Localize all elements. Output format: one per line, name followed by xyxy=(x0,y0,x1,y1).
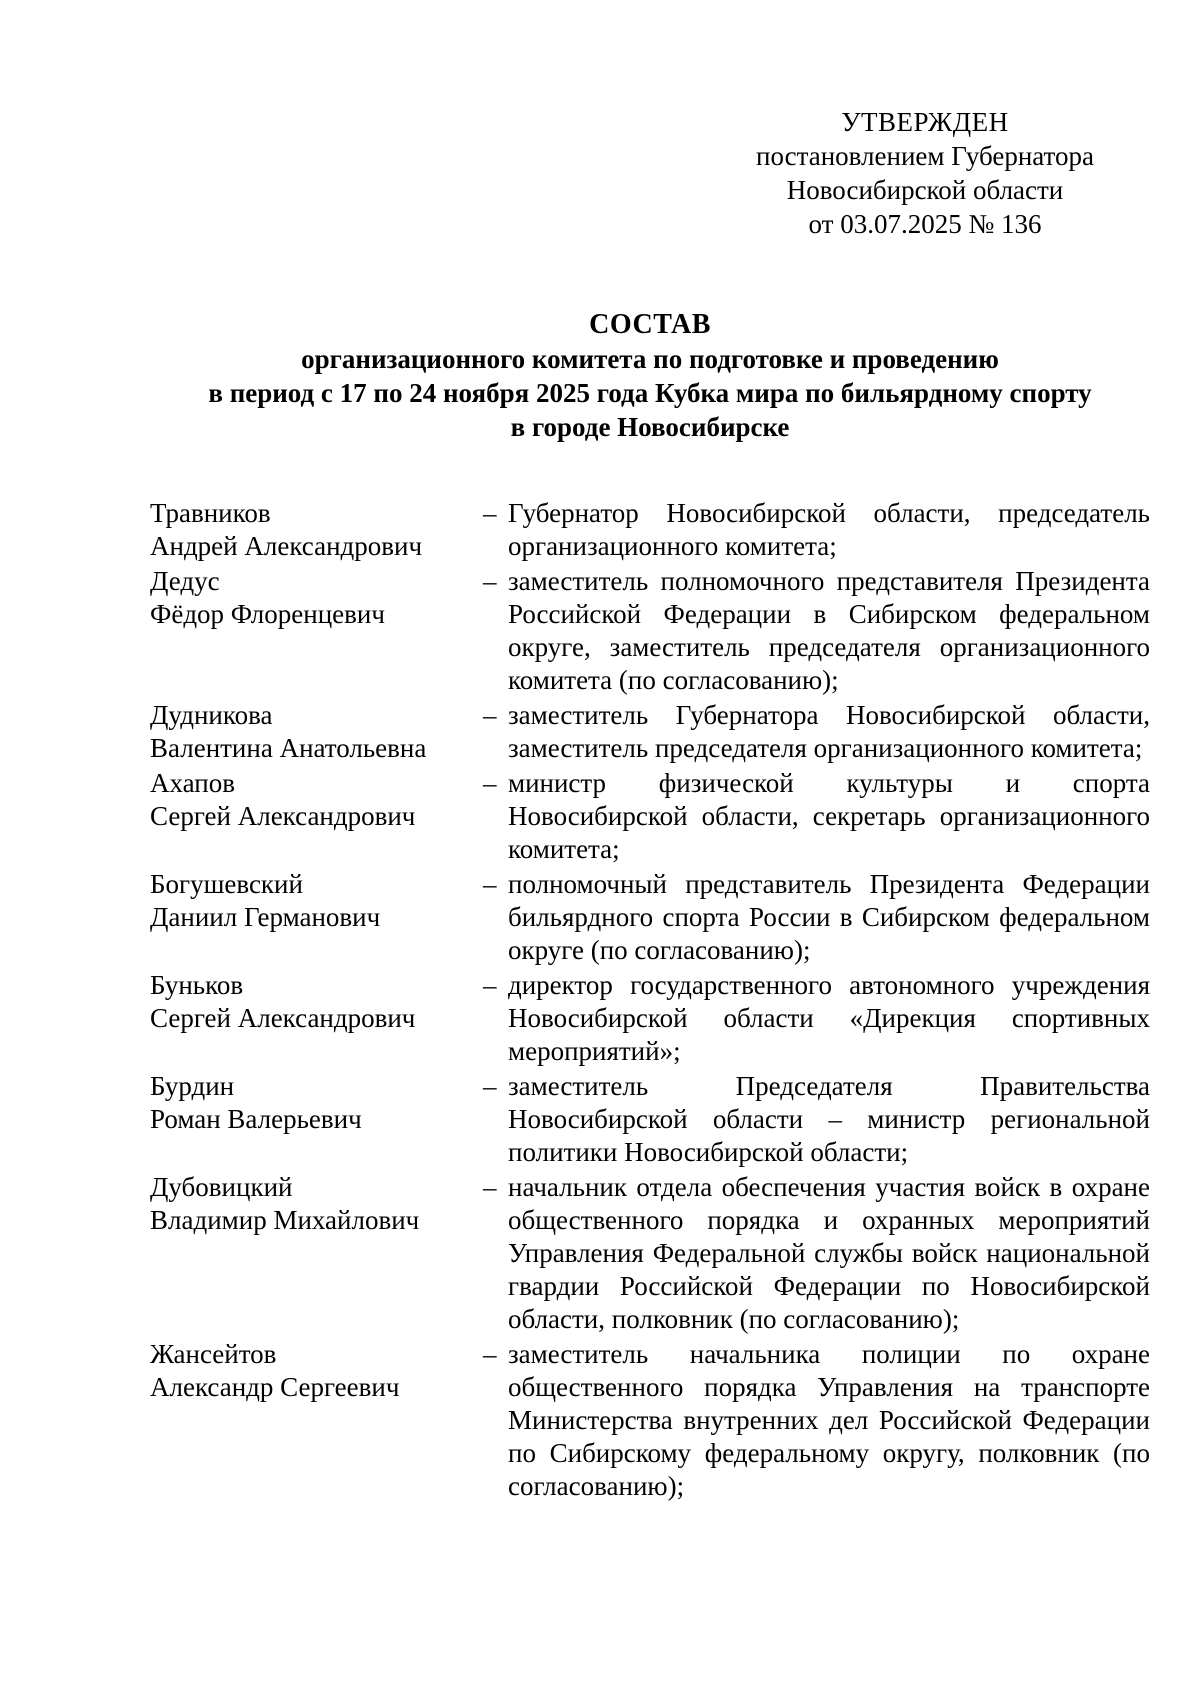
member-role: заместитель полномочного представителя Президента Российской Федерации в Сибирском федеральном округе, заместитель председателя организационного комитета (по согласованию); xyxy=(508,566,1150,695)
member-dash: – xyxy=(483,700,497,730)
member-dash: – xyxy=(483,1339,497,1369)
document-title: СОСТАВ xyxy=(589,309,711,340)
member-name xyxy=(150,699,483,765)
member-entry xyxy=(150,1338,1150,1503)
member-entry xyxy=(150,497,1150,563)
member-entry xyxy=(150,767,1150,866)
member-role: заместитель Губернатора Новосибирской области, заместитель председателя организационного комитета; xyxy=(508,700,1150,763)
member-given-names: Даниил Германович xyxy=(150,902,381,932)
member-surname: Дубовицкий xyxy=(150,1172,293,1202)
member-given-names: Фёдор Флоренцевич xyxy=(150,599,385,629)
member-role: Губернатор Новосибирской области, председатель организационного комитета; xyxy=(508,498,1150,561)
member-given-names: Сергей Александрович xyxy=(150,801,416,831)
member-surname: Дедус xyxy=(150,566,220,596)
member-surname: Жансейтов xyxy=(150,1339,277,1369)
member-name xyxy=(150,1338,483,1503)
member-entry xyxy=(150,699,1150,765)
member-given-names: Сергей Александрович xyxy=(150,1003,416,1033)
member-role: заместитель Председателя Правительства Новосибирской области – министр региональной политики Новосибирской области; xyxy=(508,1071,1150,1167)
member-role: заместитель начальника полиции по охране общественного порядка Управления на транспорте Министерства внутренних дел Российской Федерации по Сибирскому федеральному округу, полковник (по согласованию); xyxy=(508,1339,1150,1501)
member-name xyxy=(150,767,483,866)
members-list xyxy=(150,497,1150,1505)
heading-line-2: в период с 17 по 24 ноября 2025 года Кубка мира по бильярдному спорту xyxy=(208,378,1092,408)
member-dash: – xyxy=(483,498,497,528)
member-given-names: Роман Валерьевич xyxy=(150,1104,362,1134)
member-given-names: Александр Сергеевич xyxy=(150,1372,400,1402)
member-dash: – xyxy=(483,1071,497,1101)
member-role: начальник отдела обеспечения участия войск в охране общественного порядка и охранных мероприятий Управления Федеральной службы войск национальной гвардии Российской Федерации по Новосибирской области, полковник (по согласованию); xyxy=(508,1172,1150,1334)
approval-title: УТВЕРЖДЕН xyxy=(841,107,1009,137)
member-dash: – xyxy=(483,768,497,798)
member-dash: – xyxy=(483,869,497,899)
member-name xyxy=(150,1171,483,1336)
member-name xyxy=(150,868,483,967)
member-entry xyxy=(150,1070,1150,1169)
member-dash: – xyxy=(483,970,497,1000)
member-dash: – xyxy=(483,566,497,596)
member-surname: Богушевский xyxy=(150,869,303,899)
member-surname: Буньков xyxy=(150,970,244,1000)
member-name xyxy=(150,1070,483,1169)
heading-line-1: организационного комитета по подготовке и проведению xyxy=(301,344,999,374)
member-role: министр физической культуры и спорта Новосибирской области, секретарь организационного комитета; xyxy=(508,768,1150,864)
document-heading xyxy=(140,308,1160,444)
member-given-names: Владимир Михайлович xyxy=(150,1205,420,1235)
member-surname: Дудникова xyxy=(150,700,273,730)
approval-line-date-number: от 03.07.2025 № 136 xyxy=(808,209,1042,239)
member-name xyxy=(150,497,483,563)
heading-line-3: в городе Новосибирске xyxy=(510,412,790,442)
member-role: директор государственного автономного учреждения Новосибирской области «Дирекция спортивных мероприятий»; xyxy=(508,970,1150,1066)
approval-block xyxy=(700,105,1150,241)
approval-line-region: Новосибирской области xyxy=(786,175,1064,205)
member-given-names: Валентина Анатольевна xyxy=(150,733,427,763)
member-name xyxy=(150,969,483,1068)
member-surname: Травников xyxy=(150,498,271,528)
member-role: полномочный представитель Президента Федерации бильярдного спорта России в Сибирском федеральном округе (по согласованию); xyxy=(508,869,1150,965)
approval-line-resolution: постановлением Губернатора xyxy=(756,141,1094,171)
member-surname: Бурдин xyxy=(150,1071,235,1101)
member-entry xyxy=(150,1171,1150,1336)
member-dash: – xyxy=(483,1172,497,1202)
member-surname: Ахапов xyxy=(150,768,235,798)
member-entry xyxy=(150,868,1150,967)
member-entry xyxy=(150,969,1150,1068)
member-entry xyxy=(150,565,1150,697)
member-name xyxy=(150,565,483,697)
member-given-names: Андрей Александрович xyxy=(150,531,423,561)
